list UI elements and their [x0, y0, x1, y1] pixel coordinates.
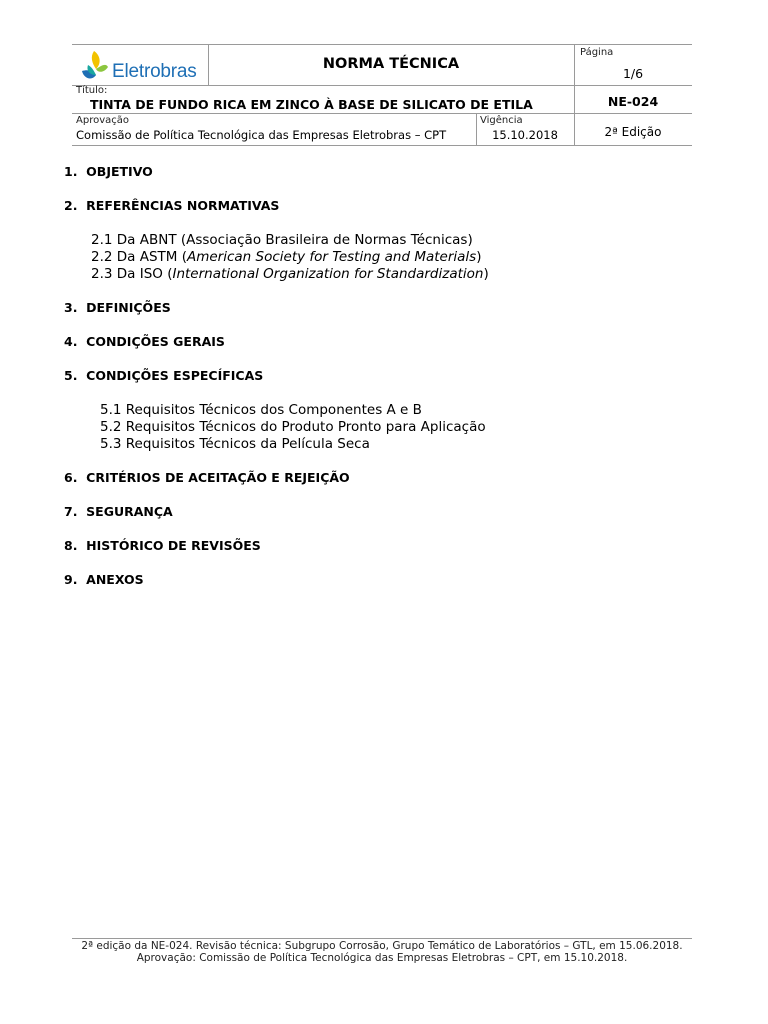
page-label: Página: [580, 47, 614, 58]
toc-subitem-2-1: [91, 232, 473, 248]
toc-label: REFERÊNCIAS NORMATIVAS: [86, 198, 280, 213]
edition: 2ª Edição: [604, 125, 662, 139]
subitem-suffix: ): [483, 266, 489, 282]
toc-subitem-5-2: 5.2 Requisitos Técnicos do Produto Pronto para Aplicação: [100, 419, 486, 435]
header-rule-2: [72, 113, 692, 114]
toc-number: 2.: [64, 198, 78, 213]
subitem-italic-text: International Organization for Standardization: [172, 266, 484, 282]
subitem-suffix: ): [467, 232, 473, 248]
toc-label: OBJETIVO: [86, 164, 153, 179]
header-top-rule: [72, 44, 692, 45]
approval-body: Comissão de Política Tecnológica das Empresas Eletrobras – CPT: [76, 128, 447, 142]
subitem-text: Associação Brasileira de Normas Técnicas: [186, 232, 468, 248]
toc-number: 3.: [64, 300, 78, 315]
document-code: NE-024: [607, 94, 659, 109]
toc-subitem-2-2: [91, 249, 481, 265]
toc-item-definicoes: [64, 300, 171, 315]
eletrobras-logo: [80, 49, 210, 85]
toc-item-anexos: [64, 572, 144, 587]
toc-number: 4.: [64, 334, 78, 349]
footer-line-2: Aprovação: Comissão de Política Tecnológica das Empresas Eletrobras – CPT, em 15.10.2018.: [136, 952, 628, 964]
header-rule-1: [72, 85, 692, 86]
toc-label: SEGURANÇA: [86, 504, 173, 519]
document-title: TINTA DE FUNDO RICA EM ZINCO À BASE DE SILICATO DE ETILA: [90, 97, 533, 112]
validity-label: Vigência: [480, 115, 523, 126]
subitem-italic-text: American Society for Testing and Materials: [186, 249, 477, 265]
toc-number: 9.: [64, 572, 78, 587]
subitem-suffix: ): [476, 249, 482, 265]
document-header: [72, 44, 692, 146]
toc-item-historico: [64, 538, 261, 553]
toc-item-condicoes-especificas: [64, 368, 263, 383]
toc-label: CONDIÇÕES GERAIS: [86, 334, 225, 349]
eletrobras-logo-icon: [80, 49, 110, 83]
toc-subitem-2-3: [91, 266, 489, 282]
toc-label: HISTÓRICO DE REVISÕES: [86, 538, 261, 553]
approval-label: Aprovação: [76, 115, 129, 126]
toc-item-seguranca: [64, 504, 173, 519]
toc-label: ANEXOS: [86, 572, 144, 587]
toc-item-criterios: [64, 470, 350, 485]
toc-label: CRITÉRIOS DE ACEITAÇÃO E REJEIÇÃO: [86, 470, 350, 485]
toc-subitem-5-1: 5.1 Requisitos Técnicos dos Componentes A e B: [100, 402, 422, 418]
toc-number: 6.: [64, 470, 78, 485]
doc-type-title: NORMA TÉCNICA: [322, 56, 460, 72]
toc-item-objetivo: [64, 164, 153, 179]
validity-date: 15.10.2018: [492, 128, 558, 142]
toc-label: DEFINIÇÕES: [86, 300, 171, 315]
header-bottom-rule: [72, 145, 692, 146]
page-number: 1/6: [622, 66, 644, 81]
subitem-prefix: 2.1 Da ABNT (: [91, 232, 187, 248]
toc-number: 7.: [64, 504, 78, 519]
subitem-prefix: 2.2 Da ASTM (: [91, 249, 187, 265]
footer-line-1: 2ª edição da NE-024. Revisão técnica: Subgrupo Corrosão, Grupo Temático de Laboratórios – GTL, em 15.06.2018.: [81, 940, 683, 952]
footer-rule: [72, 938, 692, 939]
toc-item-condicoes-gerais: [64, 334, 225, 349]
toc-label: CONDIÇÕES ESPECÍFICAS: [86, 368, 264, 383]
logo-wordmark: Eletrobras: [112, 61, 197, 82]
subitem-prefix: 2.3 Da ISO (: [91, 266, 173, 282]
toc-item-referencias: [64, 198, 279, 213]
toc-number: 1.: [64, 164, 78, 179]
title-label: Título:: [76, 85, 108, 96]
toc-number: 5.: [64, 368, 78, 383]
toc-number: 8.: [64, 538, 78, 553]
toc-subitem-5-3: 5.3 Requisitos Técnicos da Película Seca: [100, 436, 370, 452]
